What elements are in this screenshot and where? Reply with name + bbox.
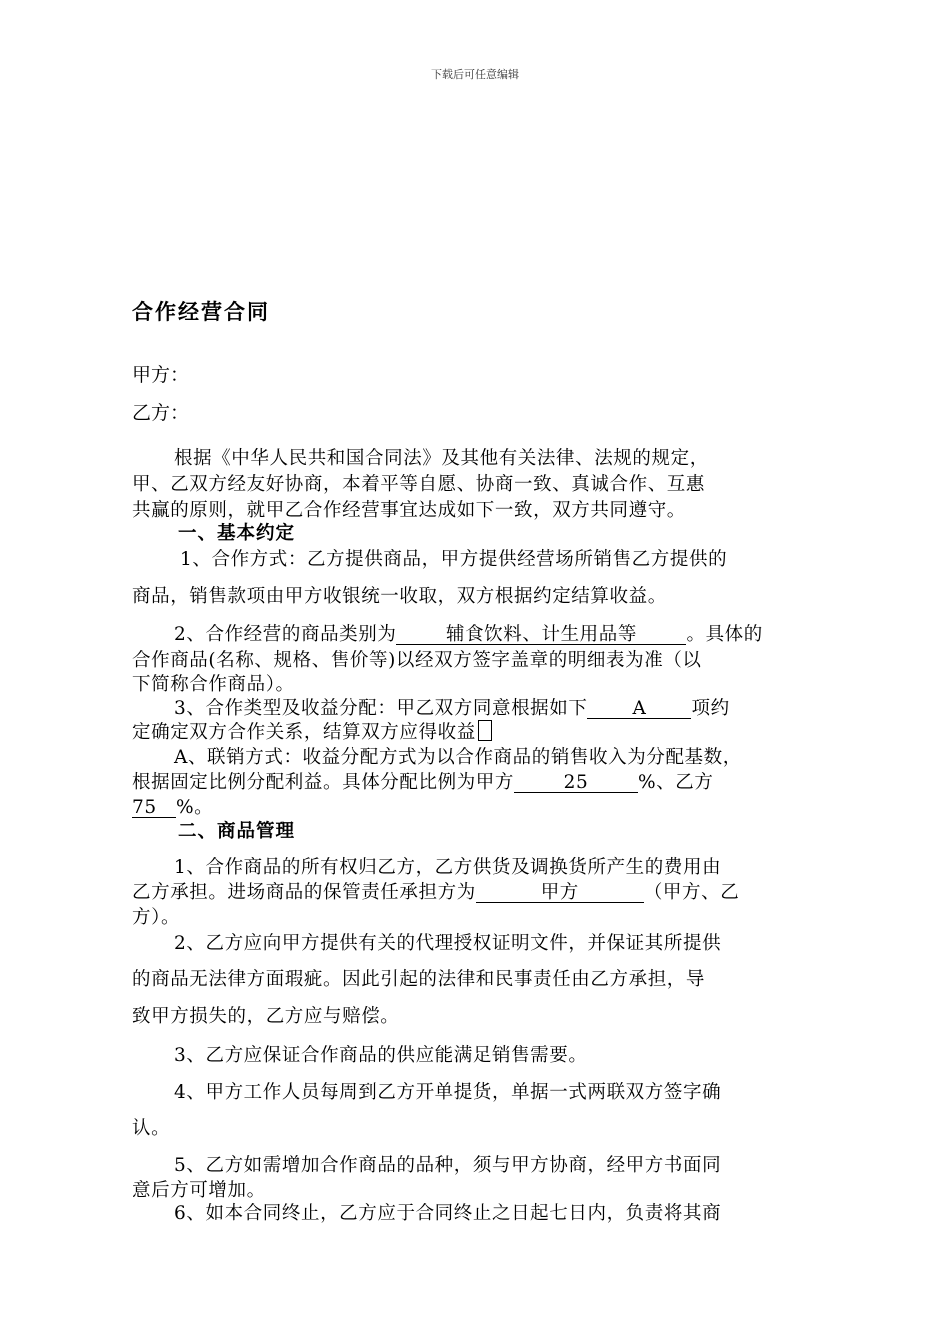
s2-clause-1-prefix: 乙方承担。进场商品的保管责任承担方为	[132, 882, 476, 903]
s2-clause-2-line-1: 2、乙方应向甲方提供有关的代理授权证明文件，并保证其所提供	[174, 933, 722, 954]
s1-clause-1-line-1: 1、合作方式：乙方提供商品，甲方提供经营场所销售乙方提供的	[180, 549, 728, 570]
s2-clause-1-line-2	[132, 878, 739, 904]
s1-clause-1-line-2: 商品，销售款项由甲方收银统一收取，双方根据约定结算收益。	[132, 586, 667, 607]
s2-clause-1-suffix: （甲方、乙	[643, 882, 740, 903]
s2-clause-1-line-1: 1、合作商品的所有权归乙方，乙方供货及调换货所产生的费用由	[174, 857, 722, 878]
placeholder-box-icon	[478, 720, 492, 741]
s2-clause-4-line-1: 4、甲方工作人员每周到乙方开单提货，单据一式两联双方签字确	[174, 1082, 722, 1103]
s2-clause-6-line-1: 6、如本合同终止，乙方应于合同终止之日起七日内，负责将其商	[174, 1203, 722, 1224]
cooperation-type-field: A	[587, 699, 691, 719]
s2-clause-3: 3、乙方应保证合作商品的供应能满足销售需要。	[174, 1045, 588, 1066]
s1-item-a-line-3	[132, 793, 213, 819]
s1-item-a-suffix: %。	[176, 797, 214, 818]
s1-clause-3-line-1	[174, 694, 730, 720]
s1-clause-3-text: 定确定双方合作关系，结算双方应得收益	[132, 722, 476, 743]
s2-clause-5-line-1: 5、乙方如需增加合作商品的品种，须与甲方协商，经甲方书面同	[174, 1155, 722, 1176]
s1-clause-2-line-1	[174, 620, 763, 646]
s1-item-a-line-1: A、联销方式：收益分配方式为以合作商品的销售收入为分配基数，	[174, 747, 742, 768]
s1-clause-2-line-3: 下简称合作商品）。	[132, 674, 295, 695]
header-note: 下载后可任意编辑	[431, 68, 519, 81]
party-a-label: 甲方：	[132, 364, 190, 386]
custody-party-field: 甲方	[476, 883, 644, 903]
s1-clause-3-prefix: 3、合作类型及收益分配：甲乙双方同意根据如下	[174, 698, 588, 719]
intro-line-1: 根据《中华人民共和国合同法》及其他有关法律、法规的规定，	[174, 448, 709, 469]
s1-item-a-prefix: 根据固定比例分配利益。具体分配比例为甲方	[132, 772, 515, 793]
s1-clause-2-prefix: 2、合作经营的商品类别为	[174, 624, 397, 645]
product-category-field: 辅食饮料、计生用品等	[396, 625, 686, 645]
section-2-heading: 二、商品管理	[178, 821, 296, 842]
s1-clause-3-line-2	[132, 718, 492, 744]
s1-item-a-line-2	[132, 768, 714, 794]
party-a-share-field: 25	[514, 773, 638, 793]
section-1-heading: 一、基本约定	[178, 523, 296, 544]
intro-line-2: 甲、乙双方经友好协商，本着平等自愿、协商一致、真诚合作、互惠	[132, 474, 706, 495]
s2-clause-1-line-3: 方）。	[132, 907, 181, 928]
s2-clause-4-line-2: 认。	[132, 1118, 171, 1139]
party-b-label: 乙方：	[132, 402, 190, 424]
s1-item-a-mid: %、乙方	[638, 772, 714, 793]
party-b-share-field: 75	[132, 798, 176, 818]
s2-clause-2-line-2: 的商品无法律方面瑕疵。因此引起的法律和民事责任由乙方承担，导	[132, 969, 706, 990]
s1-clause-3-suffix: 项约	[691, 698, 730, 719]
s1-clause-2-line-2: 合作商品(名称、规格、售价等)以经双方签字盖章的明细表为准（以	[132, 650, 702, 671]
document-title: 合作经营合同	[132, 299, 270, 324]
s2-clause-2-line-3: 致甲方损失的，乙方应与赔偿。	[132, 1006, 400, 1027]
s2-clause-5-line-2: 意后方可增加。	[132, 1180, 266, 1201]
intro-line-3: 共赢的原则，就甲乙合作经营事宜达成如下一致，双方共同遵守。	[132, 500, 686, 521]
s1-clause-2-suffix: 。具体的	[686, 624, 763, 645]
